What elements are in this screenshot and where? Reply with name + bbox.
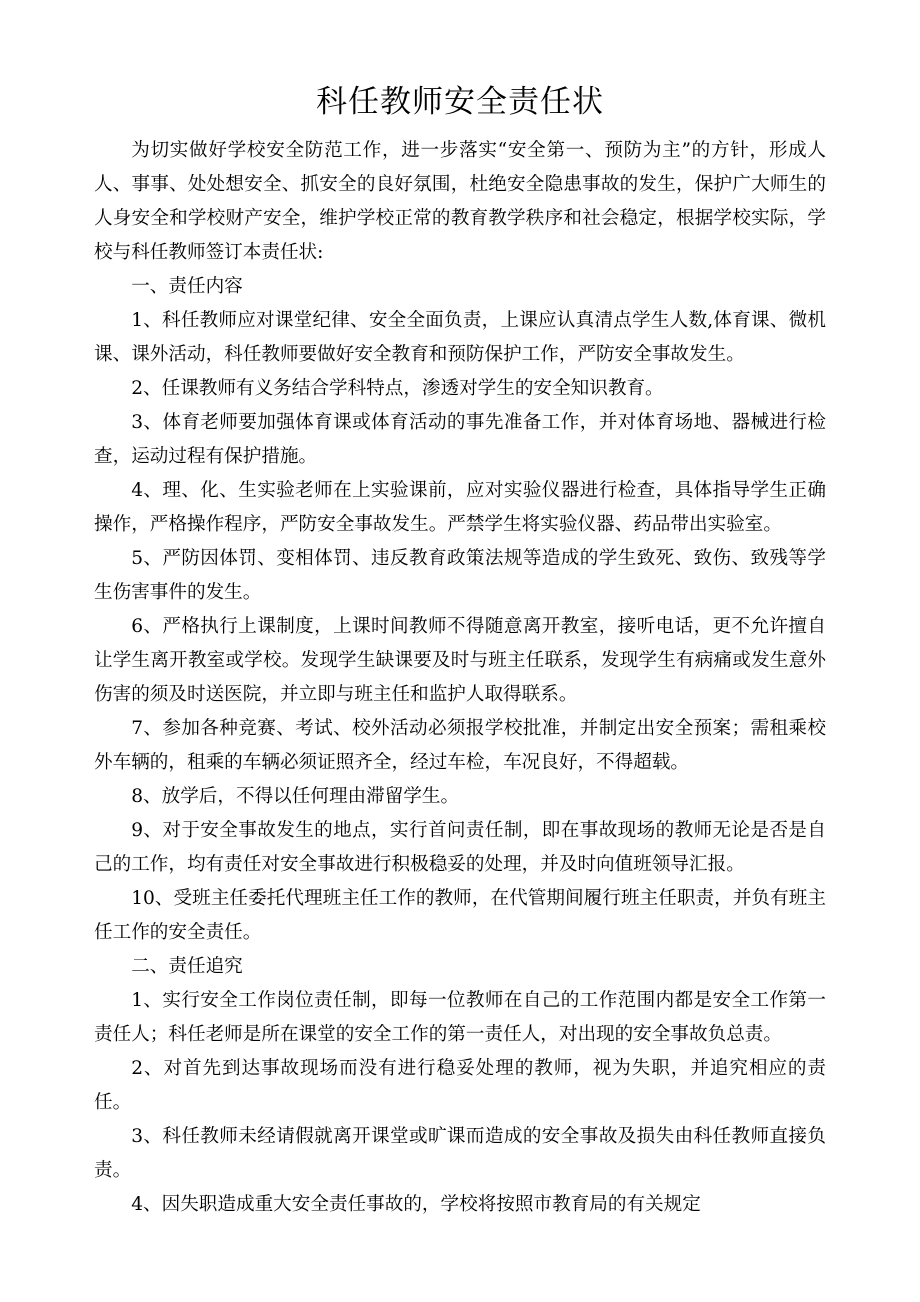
clause-paragraph: 6、严格执行上课制度，上课时间教师不得随意离开教室，接听电话，更不允许擅自让学生离开教室或学校。发现学生缺课要及时与班主任联系，发现学生有病痛或发生意外伤害的须及时送医院，并立即与班主任和监护人取得联系。 bbox=[94, 616, 826, 705]
clause-paragraph: 10、受班主任委托代理班主任工作的教师，在代管期间履行班主任职责，并负有班主任工作的安全责任。 bbox=[94, 888, 826, 943]
clause-paragraph: 3、体育老师要加强体育课或体育活动的事先准备工作，并对体育场地、器械进行检查，运动过程有保护措施。 bbox=[94, 412, 826, 467]
clause-paragraph: 3、科任教师未经请假就离开课堂或旷课而造成的安全事故及损失由科任教师直接负责。 bbox=[94, 1126, 826, 1181]
clause-paragraph: 4、因失职造成重大安全责任事故的，学校将按照市教育局的有关规定 bbox=[131, 1194, 701, 1215]
document-body bbox=[94, 70, 826, 1222]
clause-paragraph: 4、理、化、生实验老师在上实验课前，应对实验仪器进行检查，具体指导学生正确操作，严格操作程序，严防安全事故发生。严禁学生将实验仪器、药品带出实验室。 bbox=[94, 480, 826, 535]
clause-paragraph: 1、科任教师应对课堂纪律、安全全面负责，上课应认真清点学生人数,体育课、微机课、课外活动，科任教师要做好安全教育和预防保护工作，严防安全事故发生。 bbox=[94, 310, 826, 365]
clause-paragraph: 9、对于安全事故发生的地点，实行首问责任制，即在事故现场的教师无论是否是自己的工作，均有责任对安全事故进行积极稳妥的处理，并及时向值班领导汇报。 bbox=[94, 820, 826, 875]
document-title: 科任教师安全责任状 bbox=[316, 84, 604, 120]
section-heading-responsibilities: 一、责任内容 bbox=[131, 276, 243, 297]
clause-paragraph: 1、实行安全工作岗位责任制，即每一位教师在自己的工作范围内都是安全工作第一责任人；科任老师是所在课堂的安全工作的第一责任人，对出现的安全事故负总责。 bbox=[94, 990, 826, 1045]
clause-paragraph: 2、对首先到达事故现场而没有进行稳妥处理的教师，视为失职，并追究相应的责任。 bbox=[94, 1058, 826, 1113]
intro-paragraph: 为切实做好学校安全防范工作，进一步落实“安全第一、预防为主”的方针，形成人人、事事、处处想安全、抓安全的良好氛围，杜绝安全隐患事故的发生，保护广大师生的人身安全和学校财产安全，维护学校正常的教育教学秩序和社会稳定，根据学校实际，学校与科任教师签订本责任状: bbox=[94, 140, 826, 263]
clause-paragraph: 2、任课教师有义务结合学科特点，渗透对学生的安全知识教育。 bbox=[131, 378, 664, 399]
clause-paragraph: 5、严防因体罚、变相体罚、违反教育政策法规等造成的学生致死、致伤、致残等学生伤害事件的发生。 bbox=[94, 548, 826, 603]
clause-paragraph: 7、参加各种竞赛、考试、校外活动必须报学校批准，并制定出安全预案；需租乘校外车辆的，租乘的车辆必须证照齐全，经过车检，车况良好，不得超载。 bbox=[94, 718, 826, 773]
clause-paragraph: 8、放学后，不得以任何理由滞留学生。 bbox=[131, 786, 460, 807]
section-heading-accountability: 二、责任追究 bbox=[131, 956, 243, 977]
